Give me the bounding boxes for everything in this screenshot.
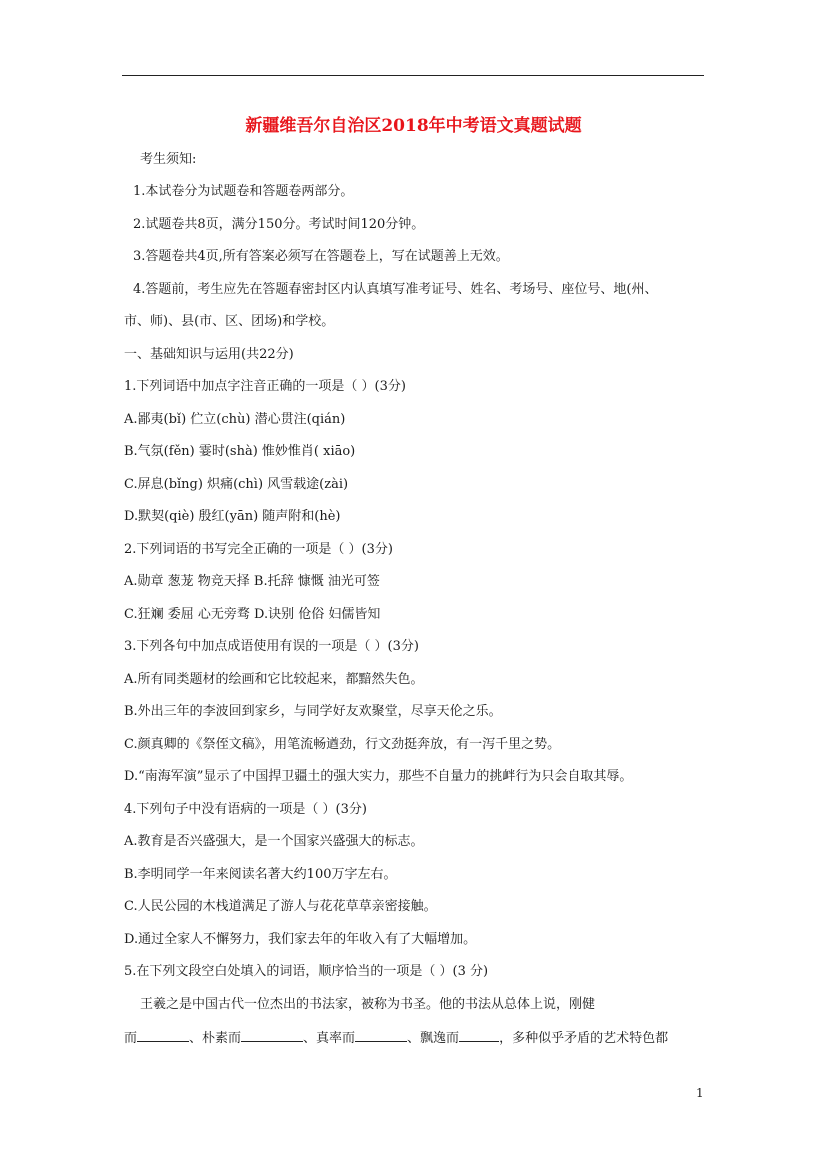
passage-text: 、真率而 xyxy=(303,1031,356,1046)
section-heading: 一、基础知识与运用(共22分) xyxy=(124,347,294,362)
question-stem: 2.下列词语的书写完全正确的一项是（ ）(3分) xyxy=(124,542,393,557)
notice-heading: 考生须知: xyxy=(140,152,197,167)
page-title: 新疆维吾尔自治区2018年中考语文真题试题 xyxy=(245,116,582,136)
notice-item: 2.试题卷共8页，满分150分。考试时间120分钟。 xyxy=(133,217,425,232)
question-option: B.外出三年的李波回到家乡，与同学好友欢聚堂，尽享天伦之乐。 xyxy=(124,704,502,719)
notice-item: 3.答题卷共4页,所有答案必须写在答题卷上，写在试题善上无效。 xyxy=(133,249,509,264)
notice-item: 4.答题前，考生应先在答题春密封区内认真填写准考证号、姓名、考场号、座位号、地(州、 xyxy=(133,282,658,297)
passage-line-blanks xyxy=(124,1028,706,1048)
passage-text: 、朴素而 xyxy=(189,1031,242,1046)
question-option: D.默契(qiè) 殷红(yān) 随声附和(hè) xyxy=(124,509,341,524)
question-option: D.通过全家人不懈努力，我们家去年的年收入有了大幅增加。 xyxy=(124,932,477,947)
passage-text: ，多种似乎矛盾的艺术特色都 xyxy=(499,1031,669,1046)
question-option: C.狂斓 委屈 心无旁骛 D.诀别 伧俗 妇儒皆知 xyxy=(124,607,381,622)
question-stem: 3.下列各句中加点成语使用有误的一项是（ ）(3分) xyxy=(124,639,419,654)
passage-line: 王羲之是中国古代一位杰出的书法家，被称为书圣。他的书法从总体上说，刚健 xyxy=(140,997,596,1012)
passage-text: 、飘逸而 xyxy=(407,1031,460,1046)
question-option: B.气氛(fěn) 霎时(shà) 惟妙惟肖( xiāo) xyxy=(124,444,356,459)
question-option: C.颜真卿的《祭侄文稿》，用笔流畅遒劲，行文劲挺奔放，有一泻千里之势。 xyxy=(124,737,561,752)
fill-blank xyxy=(459,1028,499,1042)
question-option: A.勋章 葱茏 物竞天择 B.托辞 慷慨 油光可签 xyxy=(124,574,380,589)
question-option: A.所有同类题材的绘画和它比较起来，都黯然失色。 xyxy=(124,672,424,687)
question-stem: 5.在下列文段空白处填入的词语，顺序恰当的一项是（ ）(3 分) xyxy=(124,964,489,979)
question-option: B.李明同学一年来阅读名著大约100万字左右。 xyxy=(124,867,397,882)
fill-blank xyxy=(355,1028,407,1042)
header-rule xyxy=(122,75,704,76)
question-stem: 1.下列词语中加点字注音正确的一项是（ ）(3分) xyxy=(124,379,406,394)
fill-blank xyxy=(241,1028,303,1042)
notice-item: 市、师)、县(市、区、团场)和学校。 xyxy=(124,314,335,329)
fill-blank xyxy=(137,1028,189,1042)
question-option: A.鄙夷(bǐ) 伫立(chù) 潜心贯注(qián) xyxy=(124,412,346,427)
notice-item: 1.本试卷分为试题卷和答题卷两部分。 xyxy=(133,184,354,199)
question-option: D.“南海军演”显示了中国捍卫疆土的强大实力，那些不自量力的挑衅行为只会自取其辱。 xyxy=(124,769,633,784)
question-option: C.人民公园的木栈道满足了游人与花花草草亲密接触。 xyxy=(124,899,437,914)
passage-text: 而 xyxy=(124,1031,138,1046)
page-number: 1 xyxy=(696,1086,704,1100)
question-option: A.教育是否兴盛强大，是一个国家兴盛强大的标志。 xyxy=(124,834,424,849)
question-stem: 4.下列句子中没有语病的一项是（ ）(3分) xyxy=(124,802,367,817)
question-option: C.屏息(bǐng) 炽痛(chì) 风雪载途(zài) xyxy=(124,477,349,492)
